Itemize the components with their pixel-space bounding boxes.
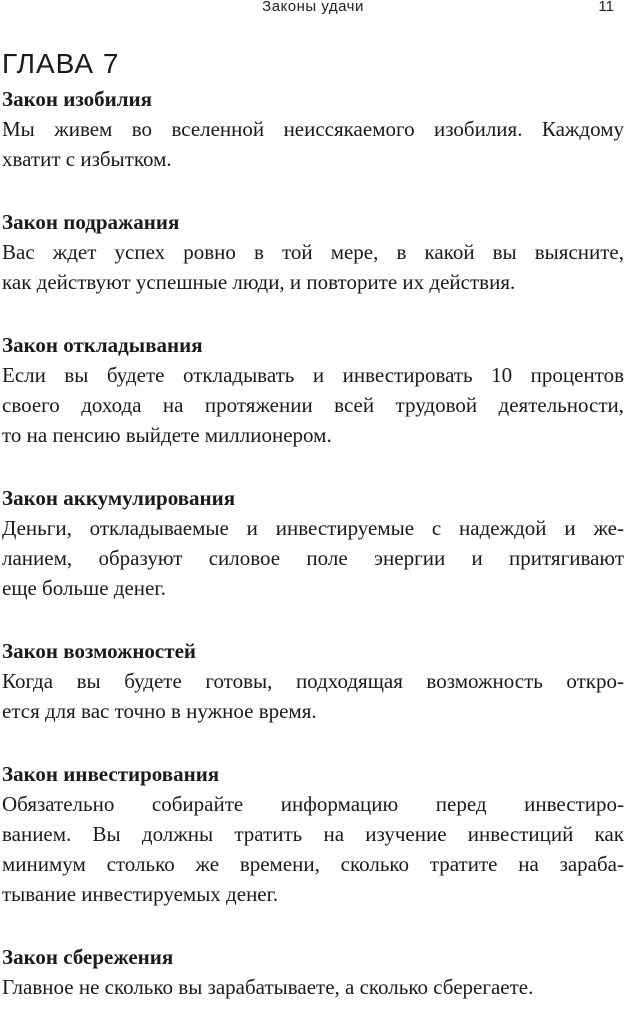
text-line: ланием, образуют силовое поле энергии и притягивают	[2, 546, 624, 570]
law-conservation	[2, 942, 624, 1002]
law-saving-aside	[2, 330, 624, 450]
law-title: Закон откладывания	[2, 333, 203, 357]
law-description	[2, 972, 624, 1002]
text-line: как действуют успешные люди, и повторите их действия.	[2, 270, 516, 294]
law-investing	[2, 759, 624, 909]
text-line: еще больше денег.	[2, 576, 166, 600]
law-title: Закон аккумулирования	[2, 486, 236, 510]
running-header	[0, 0, 626, 22]
law-title: Закон сбережения	[2, 945, 174, 969]
law-imitation	[2, 207, 624, 297]
text-line: хватит с избытком.	[2, 147, 172, 171]
text-line: Вас ждет успех ровно в той мере, в какой вы выясните,	[2, 240, 624, 264]
text-line: Мы живем во вселенной неиссякаемого изобилия. Каждому	[2, 117, 624, 141]
text-line: тывание инвестируемых денег.	[2, 882, 279, 906]
law-title: Закон инвестирования	[2, 762, 220, 786]
running-title: Законы удачи	[262, 0, 364, 15]
text-line: Когда вы будете готовы, подходящая возможность откро-	[2, 669, 624, 693]
law-title: Закон изобилия	[2, 87, 153, 111]
chapter-title: ГЛАВА 7	[2, 48, 120, 79]
law-description	[2, 666, 624, 726]
law-description	[2, 114, 624, 174]
text-line: то на пенсию выйдете миллионером.	[2, 423, 332, 447]
law-accumulation	[2, 483, 624, 603]
text-line: Главное не сколько вы зарабатываете, а сколько сберегаете.	[2, 975, 534, 999]
law-title: Закон возможностей	[2, 639, 196, 663]
text-line: минимум столько же времени, сколько тратите на зараба-	[2, 852, 624, 876]
text-line: Обязательно собирайте информацию перед инвестиро-	[2, 792, 624, 816]
text-line: ванием. Вы должны тратить на изучение инвестиций как	[2, 822, 624, 846]
law-abundance	[2, 84, 624, 174]
law-title: Закон подражания	[2, 210, 180, 234]
law-description	[2, 789, 624, 909]
text-line: своего дохода на протяжении всей трудовой деятельности,	[2, 393, 624, 417]
law-description	[2, 513, 624, 603]
law-opportunity	[2, 636, 624, 726]
page-number: 11	[598, 0, 614, 15]
law-description	[2, 360, 624, 450]
text-line: ется для вас точно в нужное время.	[2, 699, 317, 723]
text-line: Деньги, откладываемые и инвестируемые с надеждой и же-	[2, 516, 624, 540]
text-line: Если вы будете откладывать и инвестировать 10 процентов	[2, 363, 624, 387]
laws-list	[2, 84, 624, 1035]
law-description	[2, 237, 624, 297]
